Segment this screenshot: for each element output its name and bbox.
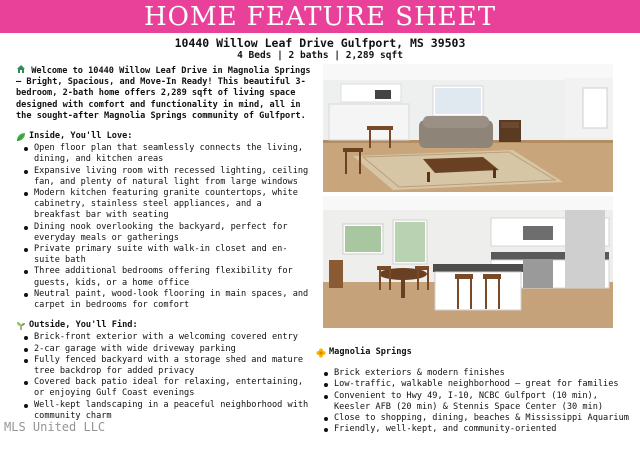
- list-item: Friendly, well-kept, and community-oriented: [316, 424, 636, 435]
- inside-heading: [16, 131, 312, 142]
- community-list: [316, 368, 636, 435]
- list-item: Brick exteriors & modern finishes: [316, 368, 636, 379]
- list-item: Open floor plan that seamlessly connects the living, dining, and kitchen areas: [16, 143, 312, 165]
- list-item: Convenient to Hwy 49, I-10, NCBC Gulfport (10 min), Keesler AFB (20 min) & Stennis Space Center (30 min): [316, 391, 636, 413]
- list-item: Well-kept landscaping in a peaceful neighborhood with community charm: [16, 400, 312, 422]
- sprout-icon: [16, 321, 26, 331]
- list-item: Expansive living room with recessed lighting, ceiling fan, and plenty of natural light from large windows: [16, 166, 312, 188]
- intro-paragraph: [16, 64, 312, 122]
- list-item: Three additional bedrooms offering flexibility for guests, kids, or a home office: [16, 266, 312, 288]
- kitchen-photo: [323, 196, 613, 328]
- header-banner: [0, 0, 640, 33]
- inside-heading-label: Inside, You'll Love:: [29, 131, 133, 142]
- list-item: Modern kitchen featuring granite countertops, white cabinetry, stainless steel appliances, and a breakfast bar with seating: [16, 188, 312, 222]
- list-item: 2-car garage with wide driveway parking: [16, 344, 312, 355]
- list-item: Fully fenced backyard with a storage shed and mature tree backdrop for added privacy: [16, 355, 312, 377]
- feature-column: [16, 64, 312, 422]
- house-icon: [16, 64, 26, 74]
- intro-text: Welcome to 10440 Willow Leaf Drive in Magnolia Springs — Bright, Spacious, and Move-In Ready! This beautiful 3-bedroom, 2-bath home offers 2,289 sqft of living space designed with comfort and functionality in mind, all in the sought-after Magnolia Springs community of Gulfport.: [16, 66, 311, 121]
- list-item: Close to shopping, dining, beaches & Mississippi Aquarium: [316, 413, 636, 424]
- inside-list: [16, 143, 312, 311]
- community-heading-label: Magnolia Springs: [329, 347, 412, 357]
- list-item: Neutral paint, wood-look flooring in main spaces, and carpet in bedrooms for comfort: [16, 289, 312, 311]
- list-item: Covered back patio ideal for relaxing, entertaining, or enjoying Gulf Coast evenings: [16, 377, 312, 399]
- list-item: Private primary suite with walk-in closet and en-suite bath: [16, 244, 312, 266]
- community-column: [316, 347, 636, 435]
- mls-watermark: MLS United LLC: [4, 420, 106, 434]
- community-heading: [316, 347, 636, 358]
- living-room-photo: [323, 64, 613, 192]
- list-item: Low-traffic, walkable neighborhood — great for families: [316, 379, 636, 390]
- list-item: Dining nook overlooking the backyard, perfect for everyday meals or gatherings: [16, 222, 312, 244]
- page-title: HOME FEATURE SHEET: [143, 1, 497, 32]
- outside-list: [16, 332, 312, 422]
- property-specs: 4 Beds | 2 baths | 2,289 sqft: [237, 50, 403, 61]
- list-item: Brick-front exterior with a welcoming covered entry: [16, 332, 312, 343]
- property-address: 10440 Willow Leaf Drive Gulfport, MS 39503: [174, 36, 466, 50]
- leaf-icon: [16, 132, 26, 142]
- outside-heading: [16, 320, 312, 331]
- flower-icon: [316, 348, 326, 358]
- outside-heading-label: Outside, You'll Find:: [29, 320, 138, 331]
